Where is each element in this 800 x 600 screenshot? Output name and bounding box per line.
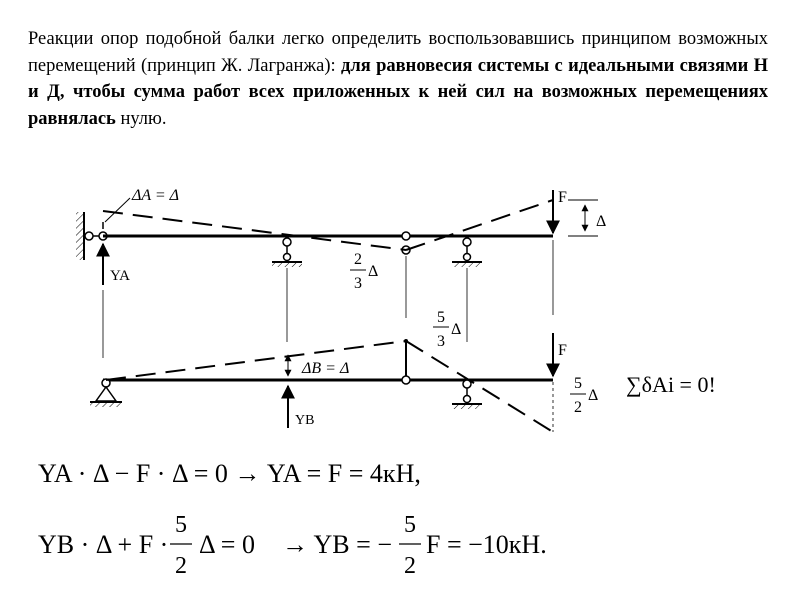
equation-2 (38, 512, 547, 579)
delta-a-leader (105, 198, 130, 222)
lower-beam-group (90, 309, 598, 432)
lower-right-fraction-den: 2 (574, 399, 582, 416)
intro-text-bold: для равновесия системы с идеальными связями Н и Д, чтобы сумма работ всех приложенных к ней сил на возможных перемещениях равнялась (28, 55, 768, 129)
equation-2-frac1-num: 5 (175, 512, 187, 538)
upper-fraction-den: 3 (354, 275, 362, 292)
upper-displacement-line-1 (103, 211, 406, 250)
upper-support-2 (452, 238, 482, 267)
equation-1: YA · Δ − F · Δ = 0 → YA = F = 4кН, (38, 459, 421, 488)
equation-2-frac2-num: 5 (404, 512, 416, 538)
delta-a-label: ΔA = Δ (132, 187, 180, 204)
intro-text-end: нулю. (115, 108, 167, 129)
lower-top-fraction-suffix: Δ (451, 321, 462, 338)
connector-lines (103, 240, 553, 358)
upper-fraction-num: 2 (354, 251, 362, 268)
lower-support-a (90, 379, 122, 407)
upper-wall-hatch (76, 212, 84, 260)
equation-2-arrow: → YB = − (282, 530, 392, 559)
lower-right-fraction-num: 5 (574, 375, 582, 392)
upper-displacement-line-2 (406, 200, 553, 250)
lower-support-2 (452, 380, 482, 409)
equation-2-rhs: F = −10кН. (426, 530, 547, 559)
lower-middle-hinge (402, 376, 410, 384)
upper-support-1 (272, 238, 302, 267)
intro-text-start: Реакции опор подобной балки легко определить воспользовавшись принципом возможных перемещений (принцип Ж. Лагранжа): (28, 29, 768, 76)
equation-2-lhs-b: Δ = 0 (199, 530, 255, 559)
sum-formula: ∑δAi = 0! (626, 372, 716, 397)
lower-force-label: F (558, 342, 567, 359)
upper-force-label: F (558, 189, 567, 206)
yb-reaction-label: YB (295, 413, 315, 428)
upper-fraction-suffix: Δ (368, 263, 379, 280)
delta-dim-label: Δ (596, 213, 607, 230)
upper-middle-hinge (402, 232, 410, 240)
lower-top-fraction-den: 3 (437, 333, 445, 350)
ya-reaction-label: YA (110, 268, 131, 284)
lower-top-fraction-num: 5 (437, 309, 445, 326)
upper-hinge-wall (85, 232, 93, 240)
lower-displacement-line-1 (106, 341, 406, 380)
equation-2-frac2-den: 2 (404, 553, 416, 579)
delta-b-label: ΔB = Δ (302, 360, 350, 377)
equation-2-frac1-den: 2 (175, 553, 187, 579)
lower-displacement-line-2 (406, 341, 553, 432)
upper-beam-group (76, 187, 606, 292)
equation-2-lhs-a: YB · Δ + F · (38, 530, 169, 559)
lower-right-fraction-suffix: Δ (588, 387, 599, 404)
